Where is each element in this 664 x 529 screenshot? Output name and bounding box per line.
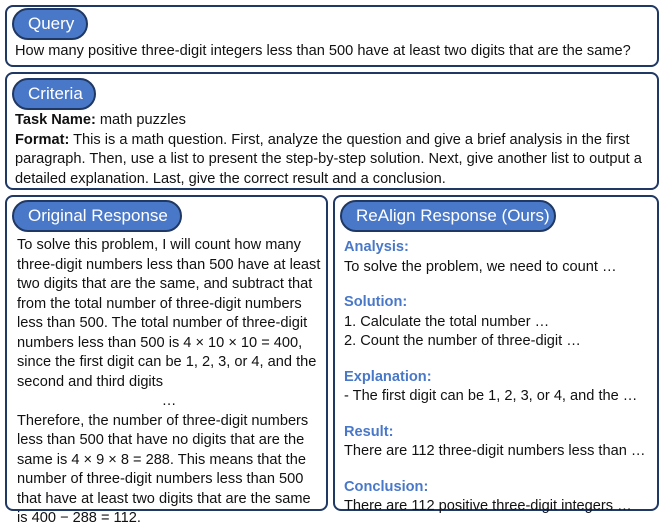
analysis-heading: Analysis: bbox=[344, 239, 409, 255]
solution-heading: Solution: bbox=[344, 294, 408, 310]
original-ellipsis: … bbox=[161, 393, 177, 409]
solution-item: 2. Count the number of three-digit … bbox=[344, 333, 581, 349]
original-paragraph-2: Therefore, the number of three-digit numbers less than 500 that have no digits that are the same is 4 × 9 × 8 = 288. This means that the number of three-digit numbers less than 500 that have at least two digits that are the same is 400 − 288 = 112. bbox=[17, 412, 311, 526]
format-line bbox=[15, 131, 651, 190]
explanation-heading: Explanation: bbox=[344, 368, 432, 385]
result-text: There are 112 three-digit numbers less than … bbox=[344, 443, 646, 459]
query-text: How many positive three-digit integers less than 500 have at least two digits that are the same? bbox=[15, 43, 631, 59]
format-value: This is a math question. First, analyze the question and give a brief analysis in the first paragraph. Then, use a list to present the step-by-step solution. Next, give another list to output a detailed explanation. Last, give the correct result and a conclusion. bbox=[15, 131, 642, 187]
task-name-label: Task Name: bbox=[15, 112, 96, 128]
realign-response-title: ReAlign Response (Ours) bbox=[340, 200, 556, 232]
task-name-line bbox=[15, 111, 651, 131]
original-response-title: Original Response bbox=[12, 200, 182, 232]
criteria-body bbox=[15, 111, 651, 189]
realign-response-body bbox=[344, 238, 656, 517]
result-heading: Result: bbox=[344, 423, 394, 440]
query-title: Query bbox=[12, 8, 88, 40]
format-label: Format: bbox=[15, 131, 70, 148]
explanation-text: - The first digit can be 1, 2, 3, or 4, and the … bbox=[344, 388, 638, 404]
conclusion-heading: Conclusion: bbox=[344, 478, 429, 495]
task-name-value: math puzzles bbox=[95, 112, 186, 128]
analysis-text: To solve the problem, we need to count … bbox=[344, 258, 617, 275]
criteria-title: Criteria bbox=[12, 78, 96, 110]
original-response-body bbox=[17, 236, 321, 529]
original-paragraph-1: To solve this problem, I will count how many three-digit numbers less than 500 have at least two digits that are the same, and subtract that from the total number of three-digit numbers less than 500. The total number of three-digit numbers less than 500 is 4 × 10 × 10 = 400, since the first digit can be 1, 2, 3, or 4, and the second and third digits bbox=[17, 237, 321, 390]
conclusion-text: There are 112 positive three-digit integers … bbox=[344, 498, 632, 514]
solution-item: 1. Calculate the total number … bbox=[344, 313, 550, 330]
